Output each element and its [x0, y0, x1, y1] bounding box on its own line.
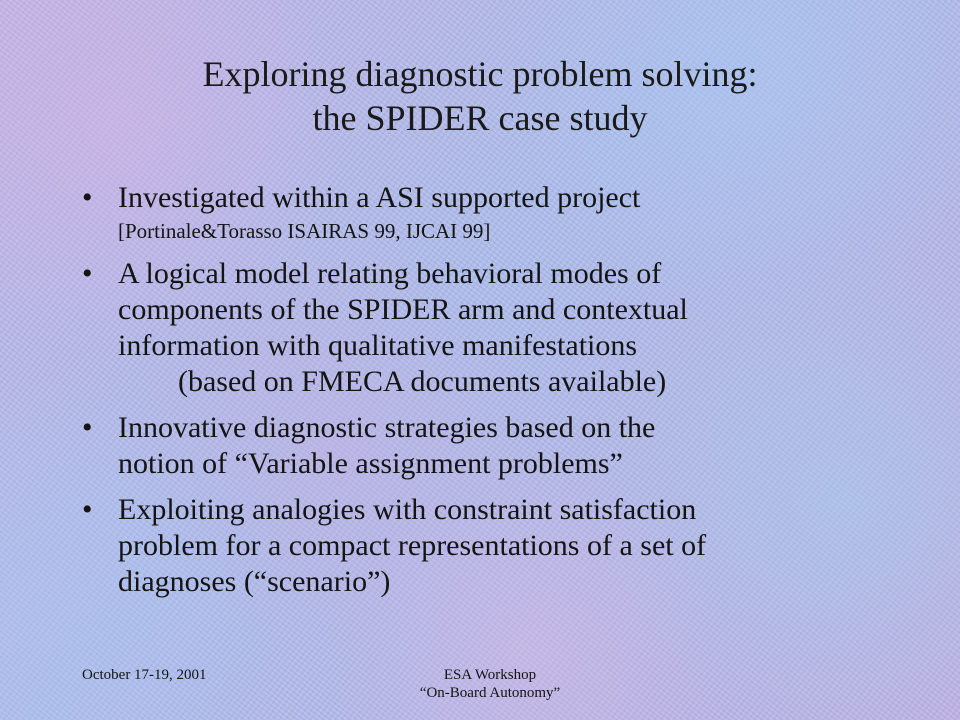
slide-title	[0, 52, 960, 140]
bullet-item-2	[80, 256, 940, 400]
bullet-reference: [Portinale&Torasso ISAIRAS 99, IJCAI 99]	[118, 219, 491, 243]
footer-date: October 17-19, 2001	[82, 667, 207, 683]
bullet-item-3	[80, 410, 940, 482]
bullet-text-line: problem for a compact representations of a set of	[118, 529, 707, 562]
bullet-item-4	[80, 492, 940, 600]
slide-title-line-1: Exploring diagnostic problem solving:	[202, 54, 758, 94]
bullet-text-line: A logical model relating behavioral modes of	[118, 257, 662, 290]
bullet-marker: •	[82, 181, 93, 214]
footer-event-line-1: ESA Workshop	[443, 667, 537, 683]
bullet-text-line: components of the SPIDER arm and contextual	[118, 293, 688, 326]
bullet-item-1	[80, 180, 940, 246]
footer-event-line-2: “On-Board Autonomy”	[419, 685, 561, 701]
footer-event	[370, 666, 610, 702]
bullet-text-line: diagnoses (“scenario”)	[118, 565, 391, 598]
bullet-marker: •	[82, 257, 93, 290]
slide-title-line-2: the SPIDER case study	[312, 98, 648, 138]
bullet-text-line: Innovative diagnostic strategies based on the	[118, 411, 656, 444]
bullet-text-line: notion of “Variable assignment problems”	[118, 447, 623, 480]
bullet-text: Investigated within a ASI supported project	[118, 181, 641, 214]
bullet-list	[80, 180, 940, 610]
bullet-marker: •	[82, 493, 93, 526]
bullet-text-line: Exploiting analogies with constraint satisfaction	[118, 493, 697, 526]
bullet-text-line: information with qualitative manifestations	[118, 329, 638, 362]
bullet-marker: •	[82, 411, 93, 444]
bullet-text-line: (based on FMECA documents available)	[178, 365, 667, 398]
